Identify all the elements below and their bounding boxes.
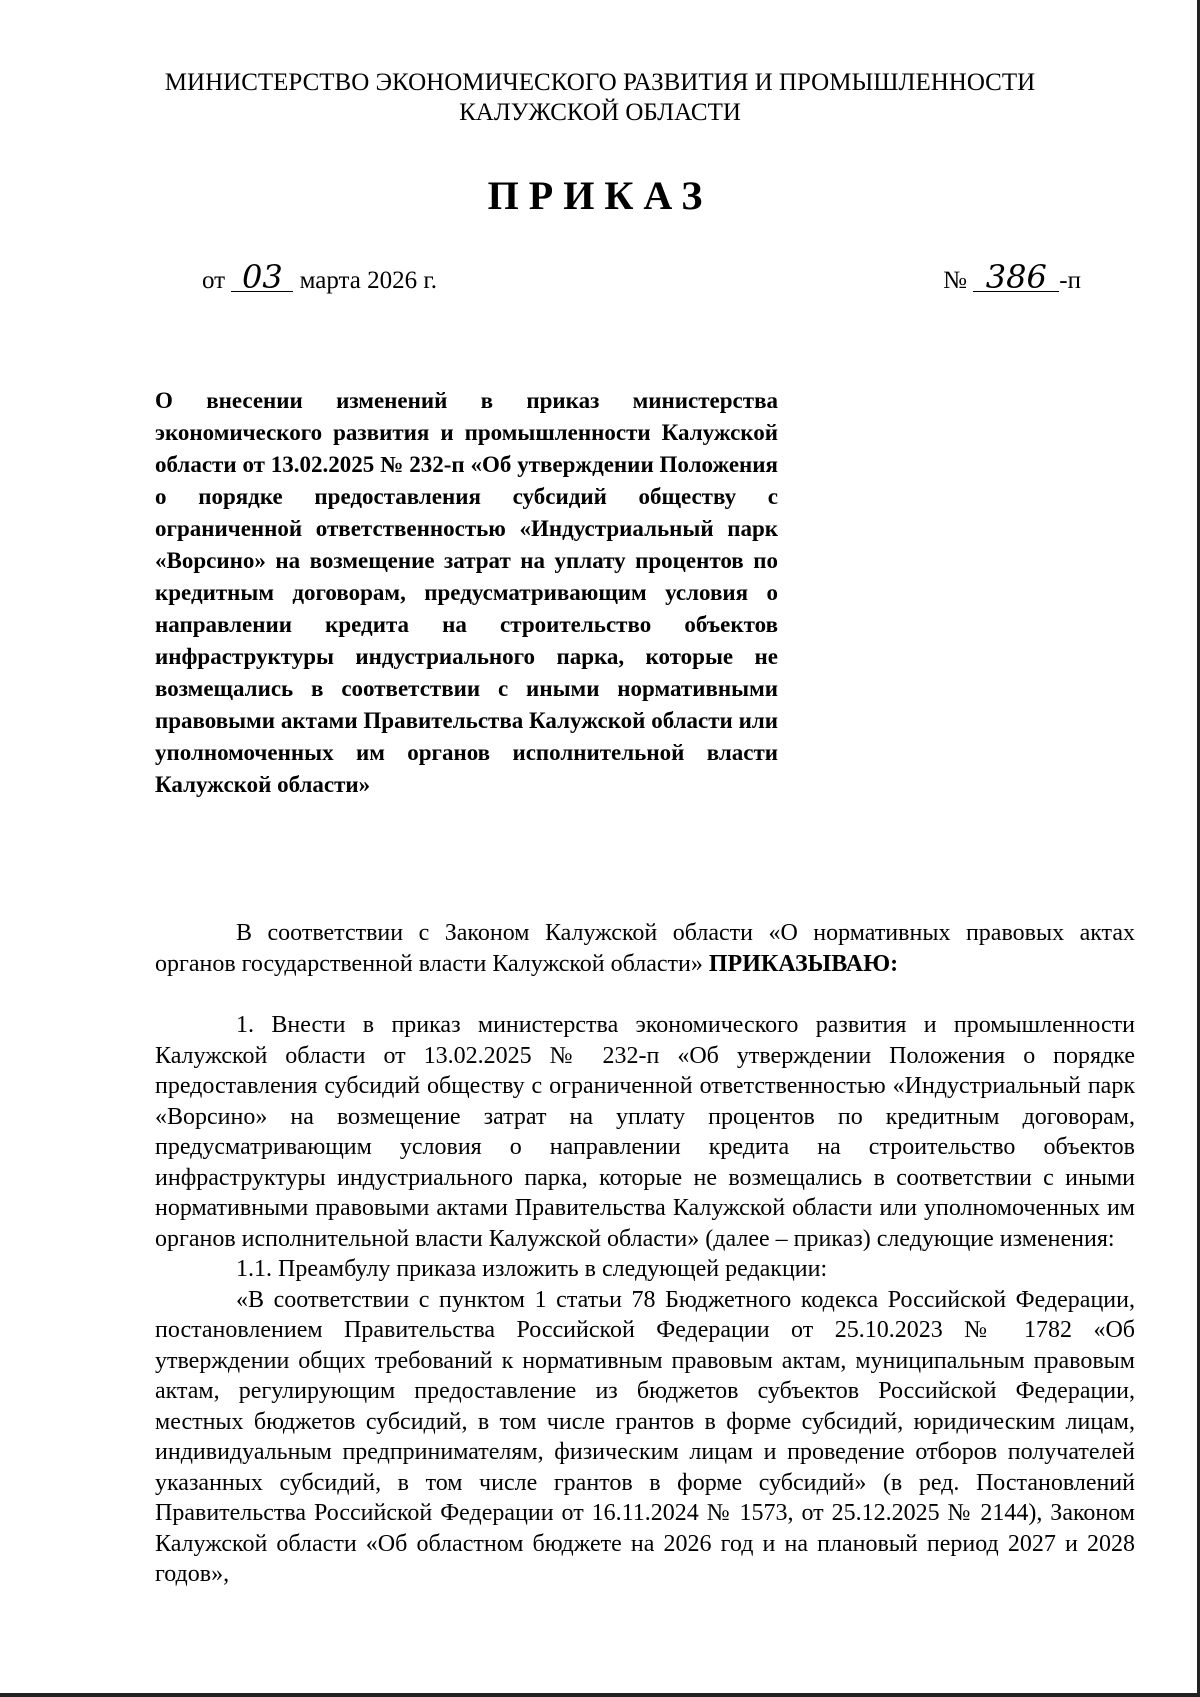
preamble-paragraph — [155, 918, 1135, 979]
items-section — [155, 1010, 1135, 1590]
ministry-name-line1: МИНИСТЕРСТВО ЭКОНОМИЧЕСКОГО РАЗВИТИЯ И ПРОМЫШЛЕННОСТИ — [164, 69, 1036, 96]
order-word: ПРИКАЗЫВАЮ: — [708, 950, 899, 977]
ministry-header — [0, 68, 1200, 128]
document-type-title: ПРИКАЗ — [487, 173, 713, 218]
date-prefix: от — [202, 267, 226, 294]
preamble-new-text: «В соответствии с пунктом 1 статьи 78 Бюджетного кодекса Российской Федерации, постановлением Правительства Российской Федерации от 25.10.2023 № 1782 «Об утверждении общих требований к нормативным правовым актам, муниципальным правовым актам, регулирующим предоставление из бюджетов субъектов Российской Федерации, местных бюджетов субсидий, в том числе грантов в форме субсидий, юридическим лицам, индивидуальным предпринимателям, физическим лицам и проведение отборов получателей указанных субсидий, в том числе грантов в форме субсидий» (в ред. Постановлений Правительства Российской Федерации от 16.11.2024 № 1573, от 25.12.2025 № 2144), Законом Калужской области «Об областном бюджете на 2026 год и на плановый период 2027 и 2028 годов», — [155, 1286, 1135, 1587]
item-1-1: 1.1. Преамбулу приказа изложить в следующей редакции: — [236, 1256, 828, 1282]
document-date — [202, 258, 438, 296]
number-suffix: -п — [1059, 267, 1081, 294]
item-1: 1. Внести в приказ министерства экономического развития и промышленности Калужской области от 13.02.2025 № 232-п «Об утверждении Положения о порядке предоставления субсидий обществу с ограниченной ответственностью «Индустриальный парк «Ворсино» на возмещение затрат на уплату процентов по кредитным договорам, предусматривающим условия о направлении кредита на строительство объектов инфраструктуры индустриального парка, которые не возмещались в соответствии с иными нормативными правовыми актами Правительства Калужской области или уполномоченных им органов исполнительной власти Калужской области» (далее – приказ) следующие изменения: — [155, 1012, 1135, 1252]
number-handwritten: 386 — [973, 263, 1059, 292]
number-prefix: № — [943, 267, 968, 294]
ministry-name-line2: КАЛУЖСКОЙ ОБЛАСТИ — [459, 99, 741, 126]
document-number — [943, 258, 1081, 296]
scan-edge-bottom — [0, 1693, 1200, 1697]
date-month-year: марта 2026 г. — [299, 267, 438, 294]
date-day-handwritten: 03 — [231, 263, 293, 292]
preamble-text: В соответствии с Законом Калужской области «О нормативных правовых актах органов государственной власти Калужской области» — [155, 920, 1135, 977]
document-subject: О внесении изменений в приказ министерства экономического развития и промышленности Калужской области от 13.02.2025 № 232-п «Об утверждении Положения о порядке предоставления субсидий обществу с ограниченной ответственностью «Индустриальный парк «Ворсино» на возмещение затрат на уплату процентов по кредитным договорам, предусматривающим условия о направлении кредита на строительство объектов инфраструктуры индустриального парка, которые не возмещались в соответствии с иными нормативными правовыми актами Правительства Калужской области или уполномоченных им органов исполнительной власти Калужской области» — [155, 388, 778, 797]
